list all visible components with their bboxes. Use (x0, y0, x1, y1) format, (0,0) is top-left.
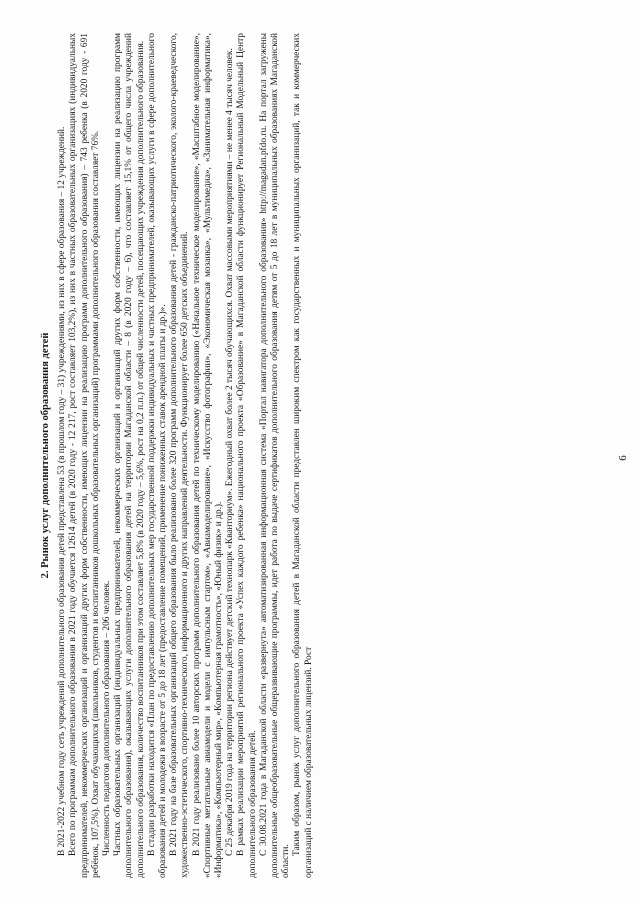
paragraph-support-plan: В стадии разработки находится «План по предоставлению дополнительных мер государственной поддержки индивидуальных и частных предпринимателей, оказывающих услуги в сфере дополнительного образования детей и молодежи в возрасте от 5 до 18 лет (предоставление помещений, применение пониженных ставок арендной платы и др.)». (146, 33, 169, 878)
paragraph-author-programs: В 2021 году реализовано более 10 авторских программ дополнительного образования детей по техническому моделированию («Начальное техническое моделирование», «Масштабное моделирование», «Спортивные метательные авиамодели и модели с импульсным стартом», «Авиамоделирование», «Искусство фотографии», «Экономическая мозаика», «Мультимедиа», «Занимательная информатика», «Информатика», «Компьютерный мир», «Компьютерная грамотность», «Юный физик» и др.). (191, 33, 225, 878)
section-heading: 2. Рынок услуг дополнительного образования детей (40, 332, 51, 579)
paragraph-network: В 2021-2022 учебном году сеть учреждений дополнительного образования детей представлена 53 (в прошлом году – 31) учреждениями, из них в сфере образования – 12 учреждений. (57, 126, 68, 856)
page-number: 6 (616, 455, 629, 461)
document-body (40, 33, 315, 878)
paragraph-programs: В 2021 году на базе образовательных организаций общего образования было реализовано более 320 программ дополнительного образования детей - гражданско-патриотического, эколого-краеведческого, художественно-эстетического, спортивно-технического, информационного и других направлений деятельности. Функционирует более 650 детских объединений. (169, 33, 191, 878)
paragraph-conclusion: Таким образом, рынок услуг дополнительного образования детей в Магаданской области представлен широким спектром как государственных и муниципальных организаций, так и коммерческих организаций с наличием образовательных лицензий. Рост (292, 33, 314, 878)
paragraph-private-orgs: Частных образовательных организаций (индивидуальных предпринимателей, некоммерческих организаций и организаций других форм собственности, имеющих лицензии на реализацию программ дополнительного образования), оказывающих услуги дополнительного образования детей на территории Магаданской области – 8 (в 2020 году – 6), что составляет 15,1% от общего числа учреждений дополнительного образования, количество воспитанников при этом составляет 5,8% (в 2020 году – 5,6%, рост на 0,2 п.п.) от общей численности детей, посещающих учреждения дополнительного образования. (113, 33, 146, 878)
paragraph-navigator-portal: С 30.08.2021 года в Магаданской области «развернута» автоматизированная информационная система «Портал навигатора дополнительного образования» http://magadan.pfdo.ru. На портал загружены дополнительные общеобразовательные общеразвивающие программы, идет работа по выдаче сертификатов дополнительного образования детям от 5 до 18 лет в муниципальных образованиях Магаданской области. (258, 33, 292, 878)
paragraph-kvantorium: С 25 декабря 2019 года на территории региона действует детский технопарк «Кванториум». Ежегодный охват более 2 тысяч обучающихся. Охват массовыми мероприятиями – не менее 4 тысяч человек. (225, 48, 236, 856)
paragraph-teachers: Численность педагогов дополнительного образования – 206 человек. (102, 580, 113, 856)
paragraph-enrollment: Всего по программам дополнительного образования в 2021 году обучается 12614 детей (в 2020 году - 12 217, рост составляет 103,2%), из них в частных образовательных организациях (индивидуальных предпринимателей, некоммерческих организаций и организаций других форм собственности, имеющих лицензии на реализацию программ дополнительного образования) – 743 ребенка (в 2020 году - 691 ребёнок, 107,5%). Охват обучающихся (школьников, студентов и воспитанников дошкольных образовательных организаций) программами дополнительного образования составляет 76%. (68, 33, 101, 878)
paragraph-model-center: В рамках реализации мероприятий регионального проекта «Успех каждого ребенка» национального проекта «Образование» в Магаданской области функционирует Региональный Модельный Центр дополнительного образования детей. (236, 33, 258, 878)
